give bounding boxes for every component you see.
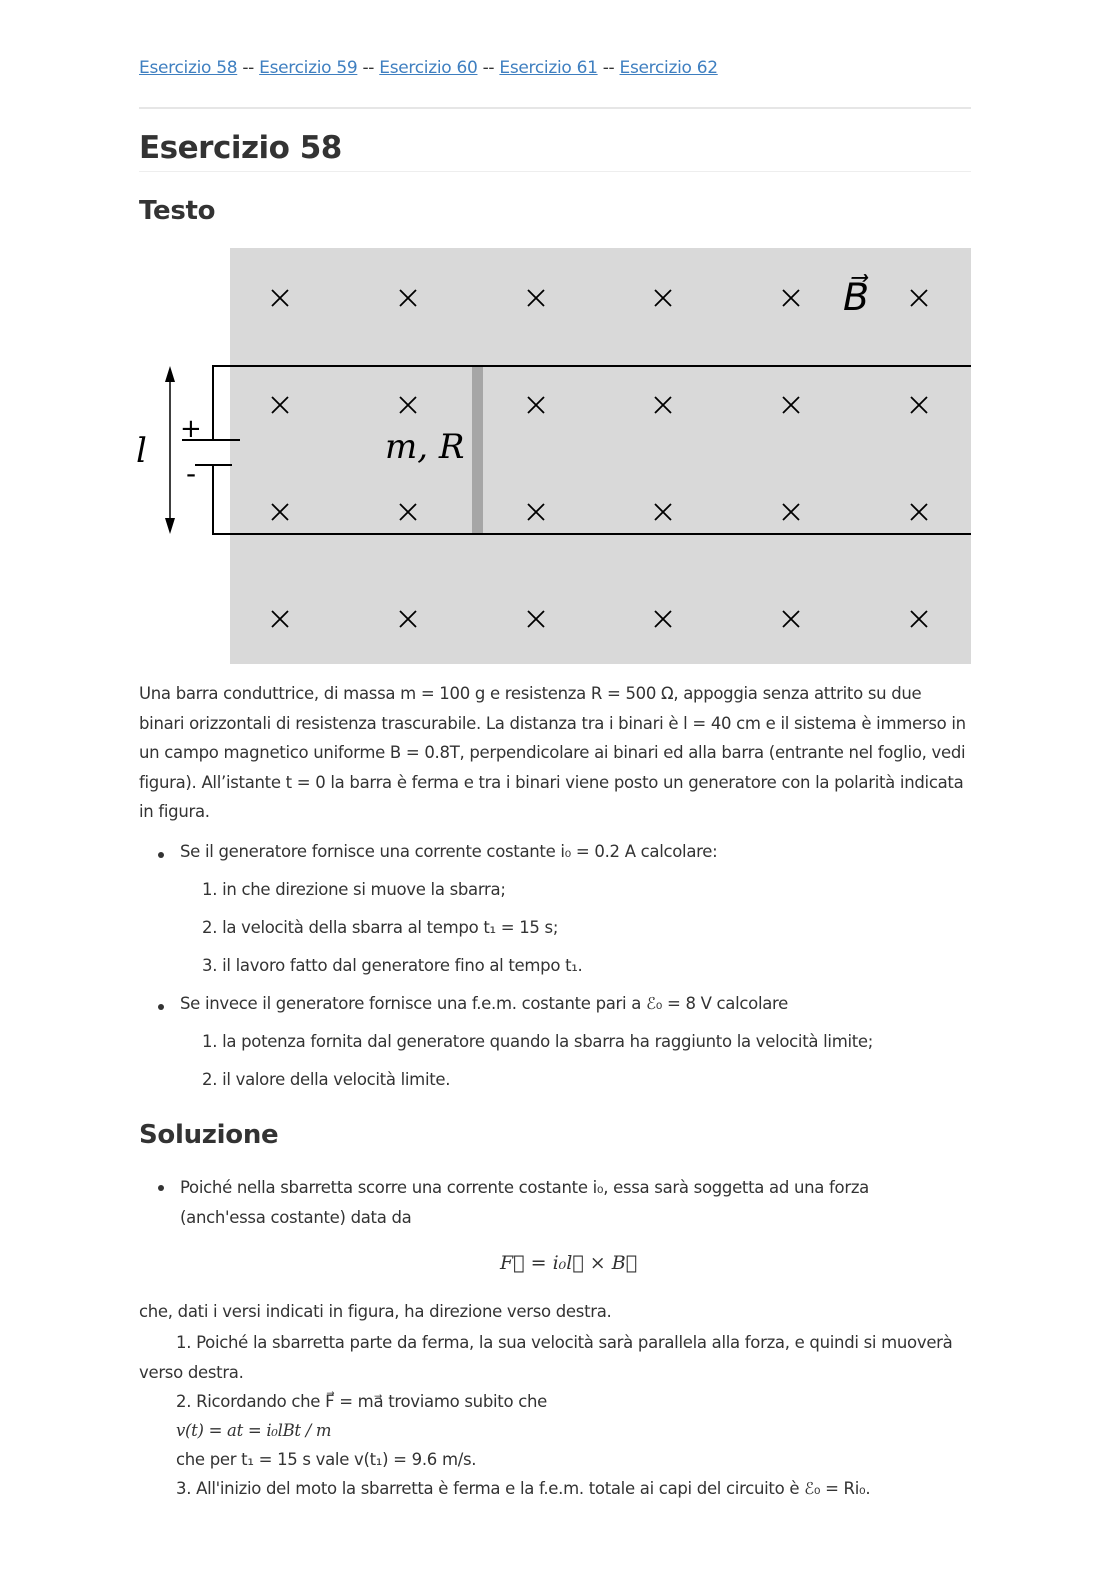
velocity-formula: v(t) = at = i₀lBt / m [176, 1421, 332, 1440]
bar-label: m, R [385, 427, 465, 467]
section-soluzione: Soluzione [139, 1120, 279, 1150]
problem-text: Una barra conduttrice, di massa m = 100 g e resistenza R = 500 Ω, appoggia senza attrito su due binari orizzontali di resistenza trascurabile. La distanza tra i binari è l = 40 cm e il sistema è immerso in un campo magnetico uniforme B = 0.8T, perpendicolare ai binari ed alla barra (entrante nel foglio, vedi figura). All’istante t = 0 la barra è ferma e tra i binari viene posto un generatore con la polarità indicata in figura. [139, 684, 966, 821]
nav-link-59[interactable]: Esercizio 59 [259, 58, 358, 78]
force-formula: F⃗ = i₀l⃗ × B⃗ [500, 1252, 638, 1274]
nav-link-61[interactable]: Esercizio 61 [499, 58, 598, 78]
case2-text: Se invece il generatore fornisce una f.e.m. costante pari a ℰ₀ = 8 V calcolare [180, 994, 789, 1013]
section-testo: Testo [139, 196, 216, 226]
divider [139, 171, 971, 172]
nav-sep: -- [477, 58, 500, 78]
nav-sep: -- [357, 58, 380, 78]
solution-step-1: 1. Poiché la sbarretta parte da ferma, la sua velocità sarà parallela alla forza, e quindi si muoverà verso destra. [139, 1333, 953, 1382]
case2-item: 1. la potenza fornita dal generatore quando la sbarra ha raggiunto la velocità limite; [202, 1032, 874, 1051]
bullet-icon [158, 1004, 164, 1010]
case1-text: Se il generatore fornisce una corrente costante i₀ = 0.2 A calcolare: [180, 842, 718, 861]
divider [139, 107, 971, 109]
solution-step-3: 3. All'inizio del moto la sbarretta è ferma e la f.e.m. totale ai capi del circuito è ℰ₀ = Ri₀. [176, 1479, 871, 1498]
case2-item: 2. il valore della velocità limite. [202, 1070, 451, 1089]
field-label: B⃗ [843, 275, 870, 319]
length-label: l [136, 431, 147, 471]
case1-item: 3. il lavoro fatto dal generatore fino al tempo t₁. [202, 956, 583, 975]
solution-step-2: 2. Ricordando che F⃗ = ma⃗ troviamo subito che [176, 1392, 547, 1411]
case1-item: 2. la velocità della sbarra al tempo t₁ = 15 s; [202, 918, 559, 937]
page-title: Esercizio 58 [139, 130, 342, 166]
bullet-icon [158, 852, 164, 858]
conducting-bar [472, 367, 483, 533]
solution-bullet: Poiché nella sbarretta scorre una corrente costante i₀, essa sarà soggetta ad una forza (anch'essa costante) data da [180, 1178, 869, 1227]
plus-sign: + [180, 414, 202, 444]
circuit-diagram [130, 240, 980, 670]
bullet-icon [158, 1185, 164, 1191]
case1-item: 1. in che direzione si muove la sbarra; [202, 880, 506, 899]
nav-sep: -- [597, 58, 620, 78]
solution-text: che, dati i versi indicati in figura, ha direzione verso destra. [139, 1302, 612, 1321]
nav-link-62[interactable]: Esercizio 62 [619, 58, 718, 78]
nav-link-60[interactable]: Esercizio 60 [379, 58, 478, 78]
minus-sign: - [186, 457, 197, 490]
nav-sep: -- [237, 58, 260, 78]
nav-link-58[interactable]: Esercizio 58 [139, 58, 238, 78]
velocity-value: che per t₁ = 15 s vale v(t₁) = 9.6 m/s. [176, 1450, 477, 1469]
exercise-nav [139, 58, 718, 78]
